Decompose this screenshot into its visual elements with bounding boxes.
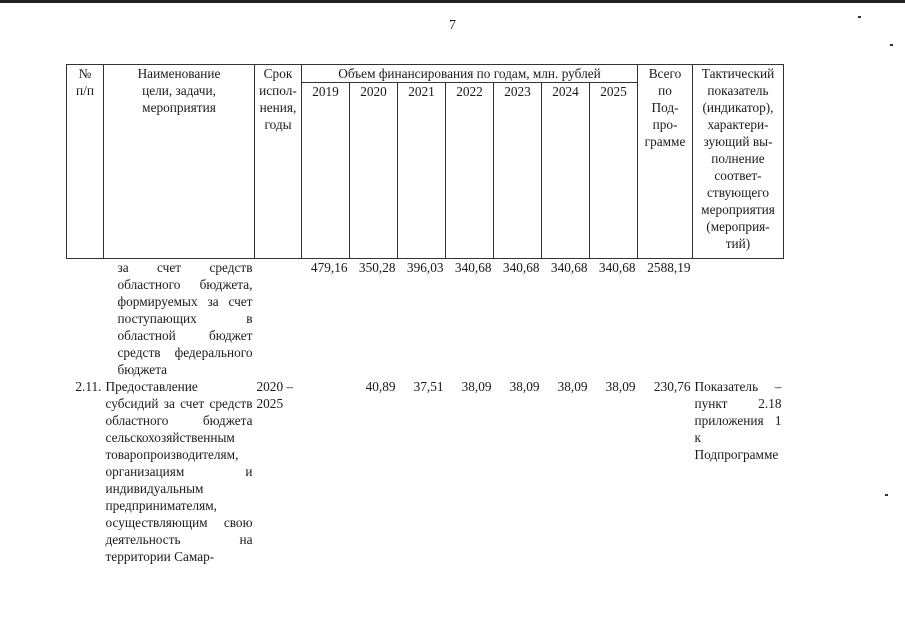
header-financing-group: Объем финансирования по годам, млн. рублей [302,65,638,83]
row-total: 230,76 [653,379,691,394]
header-year: 2021 [398,83,446,259]
row-value: 38,09 [509,379,540,394]
header-year: 2023 [494,83,542,259]
row-value: 350,28 [358,260,396,275]
row-value: 340,68 [454,260,492,275]
header-year: 2022 [446,83,494,259]
header-year: 2020 [350,83,398,259]
header-indicator: Тактический показатель (индикатор), характери- зующий вы- полнение соответ- ствующего мероприятия (мероприя- тий) [693,65,784,259]
scan-speck [885,494,888,496]
row-value: 340,68 [550,260,588,275]
row-value: 38,09 [557,379,588,394]
row-value: 40,89 [365,379,396,394]
financing-table [66,64,784,565]
header-number: № п/п [67,65,104,259]
header-year: 2024 [542,83,590,259]
row-value: 396,03 [406,260,444,275]
table-row [67,259,784,379]
row-term [255,259,302,379]
row-name: за счет средств областного бюджета, формируемых за счет поступающих в областной бюджет средств федерального бюджета [117,260,253,377]
row-value: 38,09 [461,379,492,394]
row-value: 340,68 [502,260,540,275]
row-value: 340,68 [598,260,636,275]
scan-speck [858,16,861,18]
row-indicator: Показатель – пункт 2.18 приложения 1 к Подпрограмме [694,379,782,462]
header-name: Наименование цели, задачи, мероприятия [104,65,255,259]
row-term: 2020 – 2025 [256,379,294,411]
table-row [67,378,784,565]
header-total: Всего по Под- про- грамме [638,65,693,259]
row-total: 2588,19 [647,260,691,275]
row-number [67,259,104,379]
row-name: Предоставление субсидий за счет средств областного бюджета сельскохозяйственным товаропроизводителям, организациям и индивидуальным предпринимателям, осуществляющим свою деятельность на территории Самар- [105,379,253,564]
row-value [302,378,350,565]
page-top-border [0,0,905,3]
header-year: 2025 [590,83,638,259]
row-value: 479,16 [310,260,348,275]
page-number: 7 [449,18,456,33]
row-value: 38,09 [605,379,636,394]
row-number: 2.11. [75,379,102,394]
header-term: Срок испол- нения, годы [255,65,302,259]
row-value: 37,51 [413,379,444,394]
row-indicator [693,259,784,379]
scan-speck [890,44,893,46]
header-year: 2019 [302,83,350,259]
